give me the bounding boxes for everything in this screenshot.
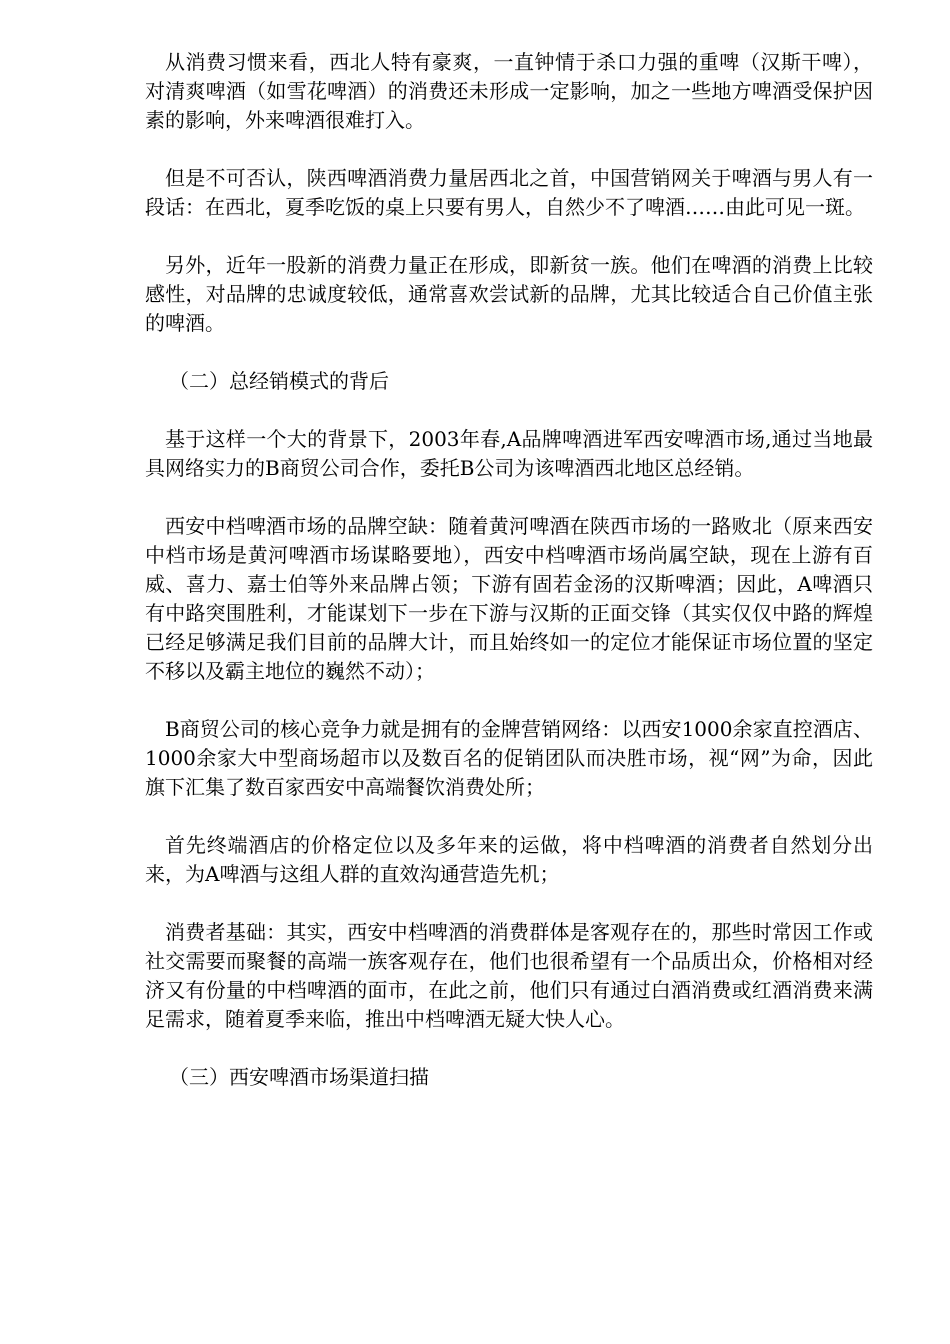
section-heading-channel-scan: （三）西安啤酒市场渠道扫描: [169, 1065, 429, 1089]
paragraph-consumer-base: 消费者基础：其实，西安中档啤酒的消费群体是客观存在的，那些时常因工作或社交需要而聚餐的高端一族客观存在，他们也很希望有一个品质出众，价格相对经济又有份量的中档啤酒的面市，在此之前，他们只有通过白酒消费或红酒消费来满足需求，随着夏季来临，推出中档啤酒无疑大快人心。: [145, 920, 873, 1031]
paragraph-consumption-habits: 从消费习惯来看，西北人特有豪爽，一直钟情于杀口力强的重啤（汉斯干啤），对清爽啤酒（如雪花啤酒）的消费还未形成一定影响，加之一些地方啤酒受保护因素的影响，外来啤酒很难打入。: [145, 50, 873, 132]
paragraph-shaanxi-consumption: 但是不可否认，陕西啤酒消费力量居西北之首，中国营销网关于啤酒与男人有一段话：在西北，夏季吃饭的桌上只要有男人，自然少不了啤酒……由此可见一斑。: [145, 166, 873, 219]
paragraph-new-consumers: 另外，近年一股新的消费力量正在形成，即新贫一族。他们在啤酒的消费上比较感性，对品牌的忠诚度较低，通常喜欢尝试新的品牌，尤其比较适合自己价值主张的啤酒。: [145, 253, 873, 335]
section-heading-distribution-model: （二）总经销模式的背后: [169, 369, 389, 393]
document-body: [145, 48, 873, 1121]
paragraph-background: 基于这样一个大的背景下，2003年春,A品牌啤酒进军西安啤酒市场,通过当地最具网络实力的B商贸公司合作，委托B公司为该啤酒西北地区总经销。: [145, 427, 873, 480]
paragraph-core-competence: B商贸公司的核心竞争力就是拥有的金牌营销网络：以西安1000余家直控酒店、1000余家大中型商场超市以及数百名的促销团队而决胜市场，视“网”为命，因此旗下汇集了数百家西安中高端餐饮消费处所；: [145, 717, 873, 799]
paragraph-terminal-pricing: 首先终端酒店的价格定位以及多年来的运做，将中档啤酒的消费者自然划分出来，为A啤酒与这组人群的直效沟通营造先机；: [145, 833, 873, 886]
paragraph-brand-gap: 西安中档啤酒市场的品牌空缺：随着黄河啤酒在陕西市场的一路败北（原来西安中档市场是黄河啤酒市场谋略要地），西安中档啤酒市场尚属空缺，现在上游有百威、喜力、嘉士伯等外来品牌占领；下游有固若金汤的汉斯啤酒；因此，A啤酒只有中路突围胜利，才能谋划下一步在下游与汉斯的正面交锋（其实仅仅中路的辉煌已经足够满足我们目前的品牌大计，而且始终如一的定位才能保证市场位置的坚定不移以及霸主地位的巍然不动）；: [145, 514, 873, 683]
